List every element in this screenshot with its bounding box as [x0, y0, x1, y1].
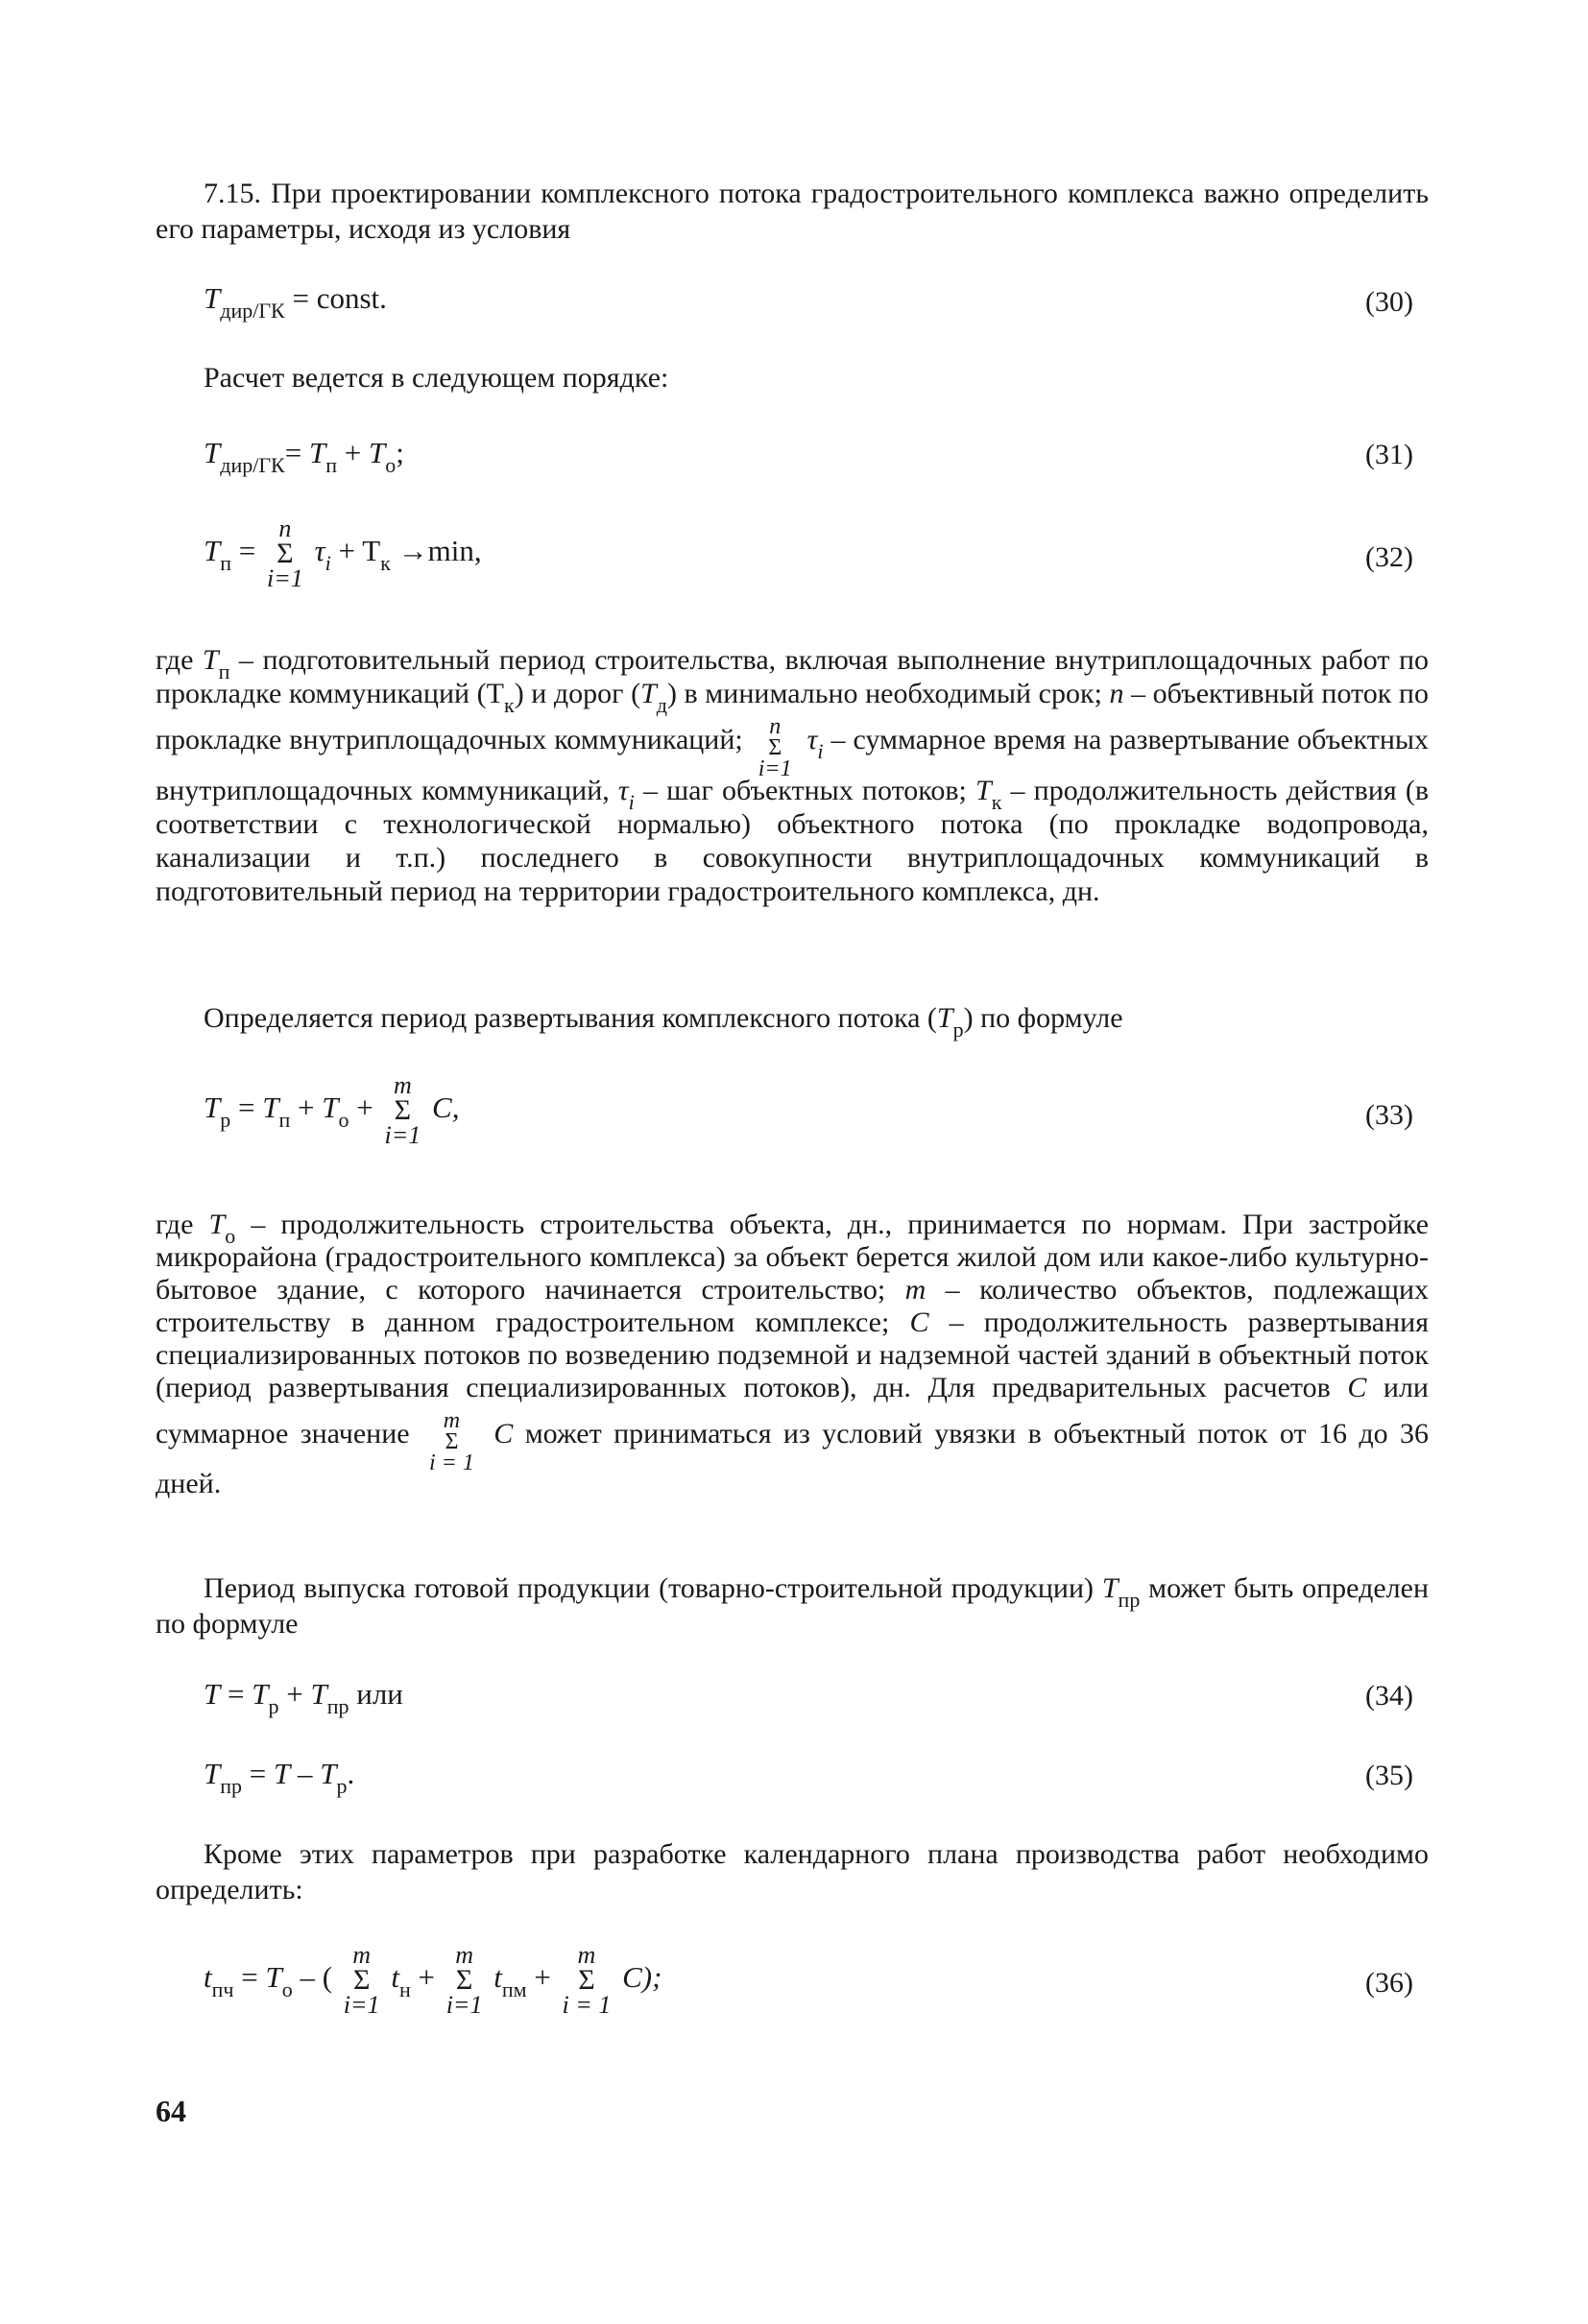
inline-sum-1: n Σ i=1: [758, 714, 792, 781]
where-paragraph-2: где $T_о$ – продолжительность строительства объекта, дн., принимается по нормам. При застройке микрорайона (градостроительного комплекса) за объект берется жилой дом или какое-либо культурно-бытовое здание, с которого начинается строительство; m – количество объектов, подлежащих строительству в данном градостроительном комплексе; C – продолжительность развертывания специализированных потоков по возведению подземной и надземной частей зданий в объектный поток (период развертывания специализированных потоков), дн. Для предварительных расчетов C или суммарное значение m Σ i = 1 C может приниматься из условий увязки в объектный поток от 16 до 36 дней.: [156, 1209, 1430, 1499]
equation-36: $t_{пч} = T_о$ – ( m Σ i=1 $t_н$ + m Σ i=1 $t_{пм}$ + m Σ i = 1 C);: [204, 1941, 662, 2019]
equation-number-32: (32): [1365, 541, 1413, 573]
equation-31: $T_{дир/ГК}= T_п + T_о$;: [204, 436, 404, 477]
release-paragraph: Период выпуска готовой продукции (товарно-строительной продукции) $T_{пр}$ может быть определен по формуле: [156, 1572, 1430, 1640]
page-number: 64: [156, 2094, 186, 2128]
inline-sum-2: m Σ i = 1: [429, 1408, 474, 1475]
equation-32: $T_п$ = n Σ i=1 $\tau_i + T_к \to\min$,: [204, 515, 482, 592]
equation-35: $T_{пр} = T - T_р$.: [204, 1757, 355, 1798]
equation-number-33: (33): [1365, 1099, 1413, 1131]
tp-intro: Определяется период развертывания комплексного потока $(T_р)$ по формуле: [204, 1002, 1123, 1042]
besides-paragraph: Кроме этих параметров при разработке календарного плана производства работ необходимо определить:: [156, 1838, 1429, 1905]
equation-34: $T = T_р + T_{пр}$ или: [204, 1677, 403, 1718]
order-text: Расчет ведется в следующем порядке:: [204, 362, 669, 394]
equation-number-35: (35): [1365, 1760, 1413, 1791]
section-number: 7.15.: [204, 178, 261, 209]
equation-number-36: (36): [1365, 1967, 1413, 1999]
equation-number-31: (31): [1365, 439, 1413, 470]
equation-number-30: (30): [1365, 286, 1413, 318]
section-intro: [156, 176, 1429, 247]
where-paragraph-1: где $T_п$ – подготовительный период строительства, включая выполнение внутриплощадочных работ по прокладке коммуникаций $(T_к)$ и дорог $(T_д)$ в минимально необходимый срок; n – объективный поток по прокладке внутриплощадочных коммуникаций; n Σ i=1 $\tau_i$ – суммарное время на развертывание объектных внутриплощадочных коммуникаций, $\tau_i$ – шаг объектных потоков; $T_к$ – продолжительность действия (в соответствии с технологической нормалью) объектного потока (по прокладке водопровода, канализации и т.п.) последнего в совокупности внутриплощадочных коммуникаций в подготовительный период на территории градостроительного комплекса, дн.: [156, 644, 1430, 907]
equation-30: $T_{дир/ГК}$ = const.: [204, 281, 387, 323]
equation-number-34: (34): [1365, 1680, 1413, 1712]
sum-operator: n Σ i=1: [267, 515, 303, 592]
equation-33: $T_р = T_п + T_о$ + m Σ i=1 C,: [204, 1071, 460, 1149]
sum-operator-33: m Σ i=1: [384, 1071, 421, 1149]
section-intro-text: При проектировании комплексного потока градостроительного комплекса важно определить его параметры, исходя из условия: [156, 178, 1430, 245]
